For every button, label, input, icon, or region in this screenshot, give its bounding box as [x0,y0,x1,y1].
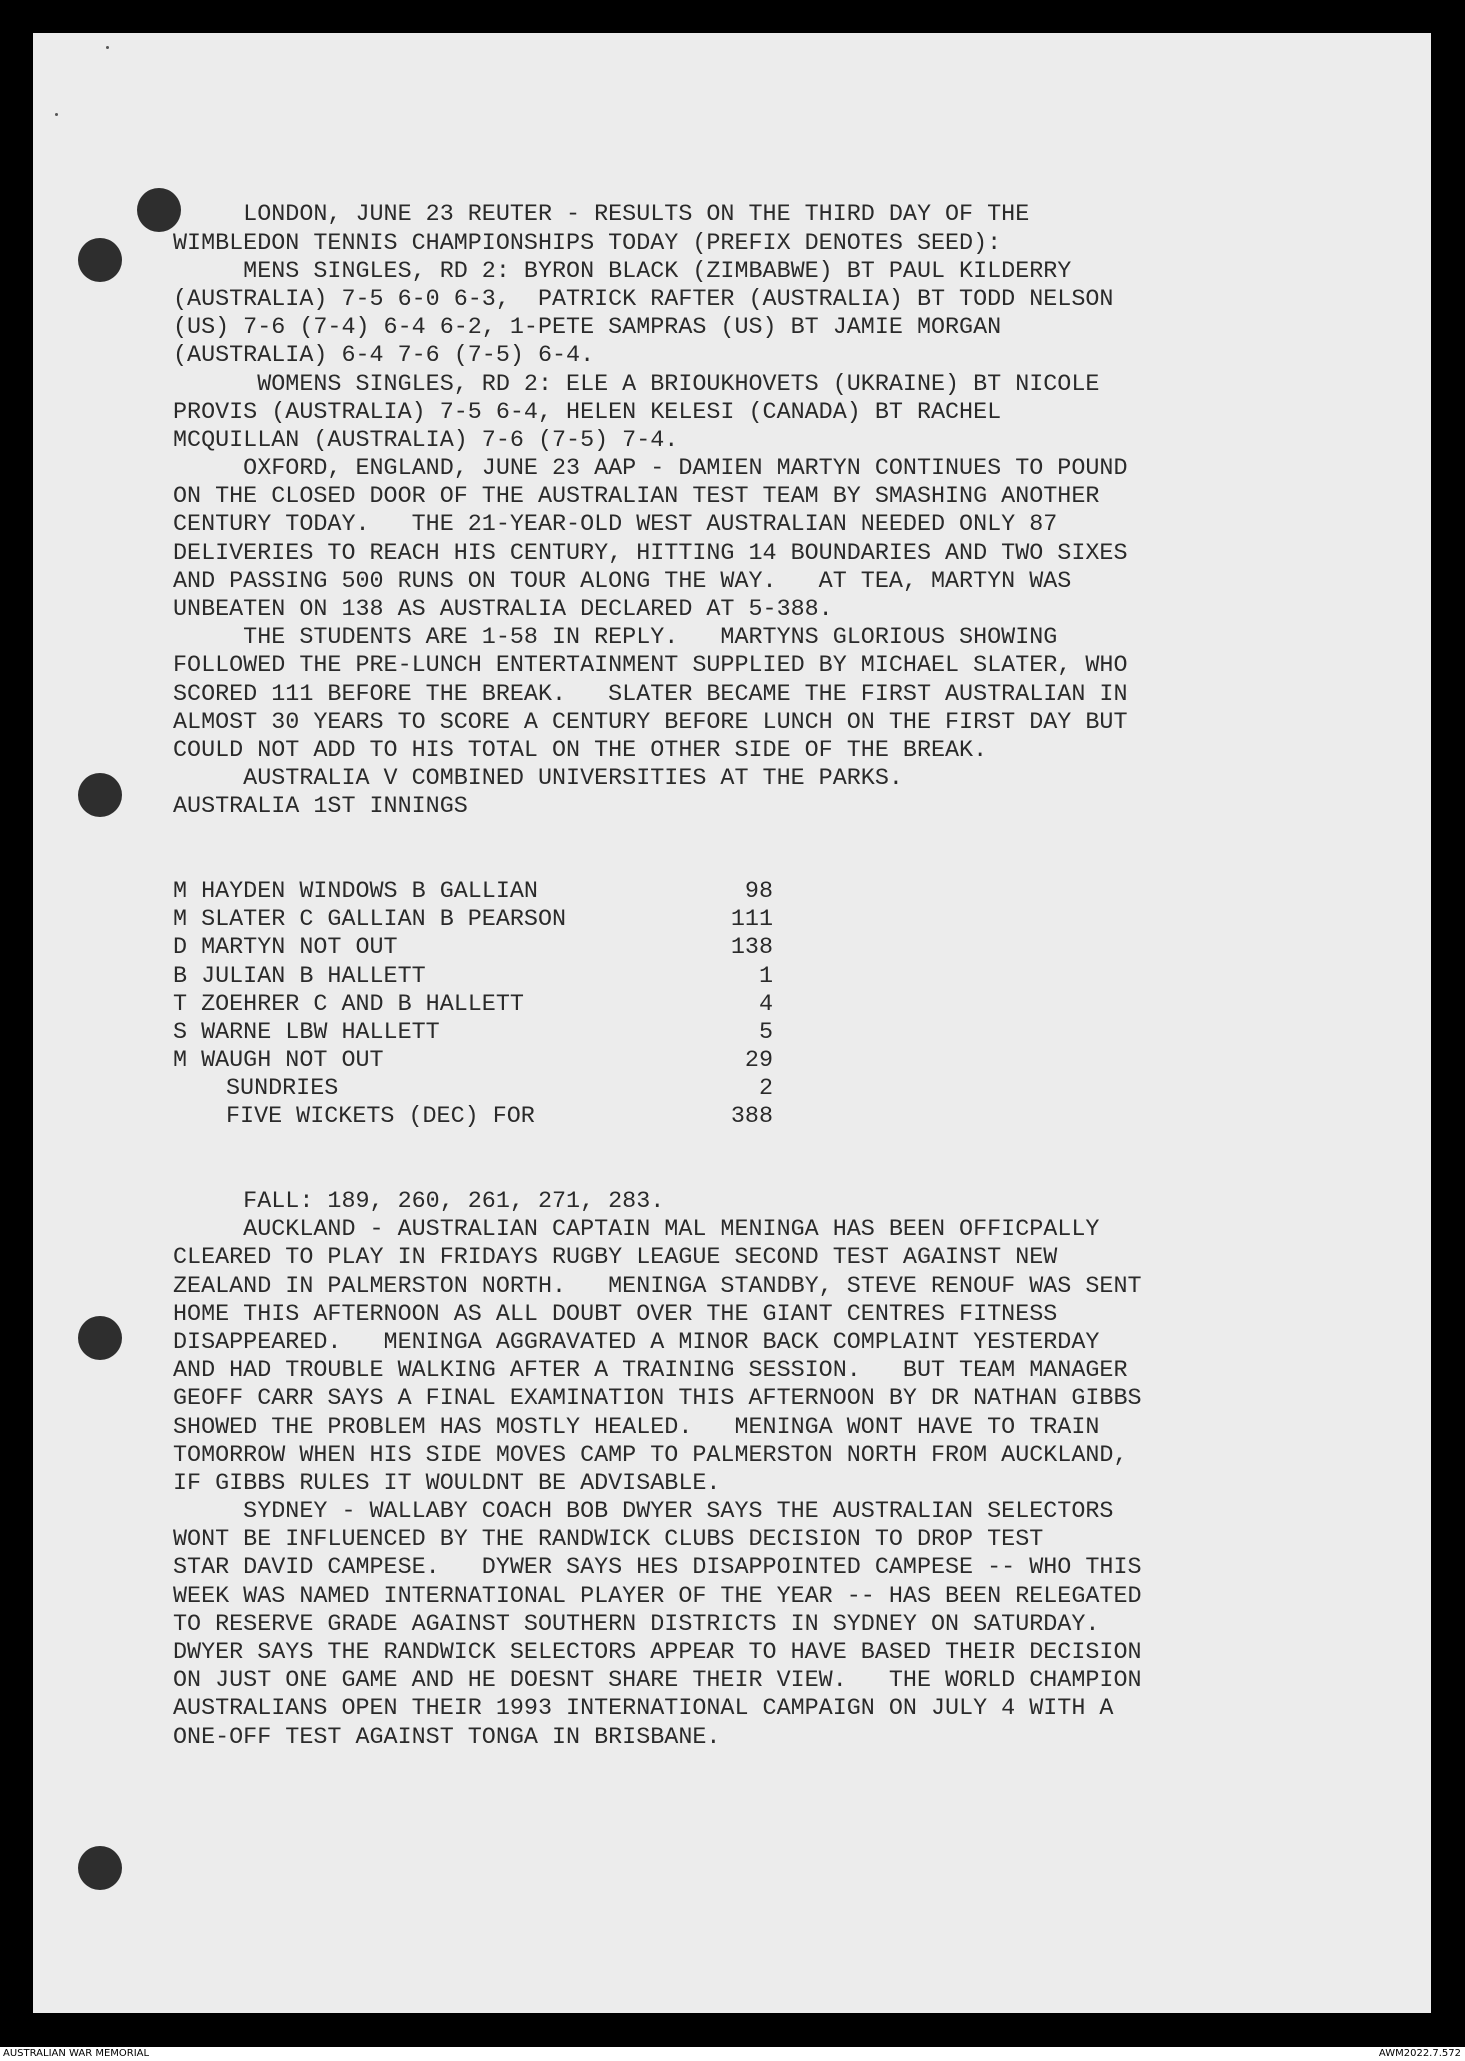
text-line: WIMBLEDON TENNIS CHAMPIONSHIPS TODAY (PREFIX DENOTES SEED): [173,230,1002,257]
document-body [173,145,1353,1780]
scorecard-row [173,991,1353,1019]
batsman-entry: M HAYDEN WINDOWS B GALLIAN [173,878,538,905]
text-line: AUSTRALIANS OPEN THEIR 1993 INTERNATIONAL CAMPAIGN ON JULY 4 WITH A [173,1696,1114,1723]
scorecard-row [173,1103,1353,1131]
batsman-entry: M WAUGH NOT OUT [173,1048,384,1075]
text-line: MENS SINGLES, RD 2: BYRON BLACK (ZIMBABWE) BT PAUL KILDERRY [173,258,1072,285]
scorecard-row [173,934,1353,962]
text-line: ONE-OFF TEST AGAINST TONGA IN BRISBANE. [173,1724,721,1751]
text-line: DISAPPEARED. MENINGA AGGRAVATED A MINOR BACK COMPLAINT YESTERDAY [173,1329,1100,1356]
text-line: AND HAD TROUBLE WALKING AFTER A TRAINING SESSION. BUT TEAM MANAGER [173,1358,1128,1385]
footer-catalogue-number: AWM2022.7.572 [1378,2048,1461,2059]
runs-value: 388 [730,1104,773,1131]
batsman-entry: T ZOEHRER C AND B HALLETT [173,991,524,1018]
text-line: WONT BE INFLUENCED BY THE RANDWICK CLUBS DECISION TO DROP TEST [173,1527,1044,1554]
batsman-entry: SUNDRIES [226,1076,339,1103]
cricket-scorecard [173,878,1353,1132]
text-line: FALL: 189, 260, 261, 271, 283. [173,1189,665,1216]
text-line: FOLLOWED THE PRE-LUNCH ENTERTAINMENT SUPPLIED BY MICHAEL SLATER, WHO [173,653,1128,680]
text-line: AUSTRALIA V COMBINED UNIVERSITIES AT THE PARKS. [173,766,903,793]
runs-value: 5 [758,1019,773,1046]
text-line: MCQUILLAN (AUSTRALIA) 7-6 (7-5) 7-4. [173,427,679,454]
text-line: (AUSTRALIA) 7-5 6-0 6-3, PATRICK RAFTER (AUSTRALIA) BT TODD NELSON [173,286,1114,313]
text-line: AUSTRALIA 1ST INNINGS [173,794,468,821]
runs-value: 1 [758,963,773,990]
text-line: DWYER SAYS THE RANDWICK SELECTORS APPEAR TO HAVE BASED THEIR DECISION [173,1640,1142,1667]
text-line: (AUSTRALIA) 6-4 7-6 (7-5) 6-4. [173,343,595,370]
article-block-1 [173,201,1353,821]
text-line: PROVIS (AUSTRALIA) 7-5 6-4, HELEN KELESI (CANADA) BT RACHEL [173,399,1002,426]
text-line: CENTURY TODAY. THE 21-YEAR-OLD WEST AUSTRALIAN NEEDED ONLY 87 [173,512,1058,539]
text-line: WEEK WAS NAMED INTERNATIONAL PLAYER OF THE YEAR -- HAS BEEN RELEGATED [173,1583,1142,1610]
scorecard-row [173,1019,1353,1047]
text-line: THE STUDENTS ARE 1-58 IN REPLY. MARTYNS GLORIOUS SHOWING [173,625,1058,652]
punch-hole [78,238,122,282]
text-line: TO RESERVE GRADE AGAINST SOUTHERN DISTRICTS IN SYDNEY ON SATURDAY. [173,1611,1100,1638]
footer-institution: AUSTRALIAN WAR MEMORIAL [3,2048,150,2059]
scorecard-row [173,1075,1353,1103]
text-line: AND PASSING 500 RUNS ON TOUR ALONG THE WAY. AT TEA, MARTYN WAS [173,568,1072,595]
runs-value: 29 [744,1048,773,1075]
paper-speck [106,46,109,49]
punch-hole [78,1316,122,1360]
text-line: ZEALAND IN PALMERSTON NORTH. MENINGA STANDBY, STEVE RENOUF WAS SENT [173,1273,1142,1300]
text-line: ON THE CLOSED DOOR OF THE AUSTRALIAN TEST TEAM BY SMASHING ANOTHER [173,484,1100,511]
batsman-entry: D MARTYN NOT OUT [173,935,398,962]
text-line: SHOWED THE PROBLEM HAS MOSTLY HEALED. MENINGA WONT HAVE TO TRAIN [173,1414,1100,1441]
text-line: OXFORD, ENGLAND, JUNE 23 AAP - DAMIEN MARTYN CONTINUES TO POUND [173,456,1128,483]
archive-footer [0,2047,1465,2061]
text-line: TOMORROW WHEN HIS SIDE MOVES CAMP TO PALMERSTON NORTH FROM AUCKLAND, [173,1442,1128,1469]
text-line: HOME THIS AFTERNOON AS ALL DOUBT OVER THE GIANT CENTRES FITNESS [173,1301,1058,1328]
text-line: UNBEATEN ON 138 AS AUSTRALIA DECLARED AT 5-388. [173,597,833,624]
runs-value: 98 [744,878,773,905]
text-line: DELIVERIES TO REACH HIS CENTURY, HITTING 14 BOUNDARIES AND TWO SIXES [173,540,1128,567]
text-line: WOMENS SINGLES, RD 2: ELE A BRIOUKHOVETS (UKRAINE) BT NICOLE [173,371,1100,398]
scorecard-row [173,1047,1353,1075]
text-line: SCORED 111 BEFORE THE BREAK. SLATER BECAME THE FIRST AUSTRALIAN IN [173,681,1128,708]
runs-value: 2 [758,1076,773,1103]
text-line: STAR DAVID CAMPESE. DYWER SAYS HES DISAPPOINTED CAMPESE -- WHO THIS [173,1555,1142,1582]
runs-value: 4 [758,991,773,1018]
punch-hole [78,773,122,817]
batsman-entry: M SLATER C GALLIAN B PEARSON [173,907,567,934]
text-line: GEOFF CARR SAYS A FINAL EXAMINATION THIS AFTERNOON BY DR NATHAN GIBBS [173,1386,1142,1413]
text-line: ON JUST ONE GAME AND HE DOESNT SHARE THEIR VIEW. THE WORLD CHAMPION [173,1668,1142,1695]
batsman-entry: S WARNE LBW HALLETT [173,1019,440,1046]
paper-speck [55,113,58,116]
text-line: CLEARED TO PLAY IN FRIDAYS RUGBY LEAGUE SECOND TEST AGAINST NEW [173,1245,1058,1272]
text-line: COULD NOT ADD TO HIS TOTAL ON THE OTHER SIDE OF THE BREAK. [173,737,988,764]
runs-value: 111 [730,907,773,934]
punch-hole [78,1846,122,1890]
text-line: IF GIBBS RULES IT WOULDNT BE ADVISABLE. [173,1470,721,1497]
article-block-2 [173,1188,1353,1752]
text-line: (US) 7-6 (7-4) 6-4 6-2, 1-PETE SAMPRAS (US) BT JAMIE MORGAN [173,315,1002,342]
runs-value: 138 [730,935,773,962]
text-line: SYDNEY - WALLABY COACH BOB DWYER SAYS THE AUSTRALIAN SELECTORS [173,1499,1114,1526]
text-line: AUCKLAND - AUSTRALIAN CAPTAIN MAL MENINGA HAS BEEN OFFICPALLY [173,1217,1100,1244]
batsman-entry: FIVE WICKETS (DEC) FOR [226,1104,535,1131]
scorecard-row [173,906,1353,934]
batsman-entry: B JULIAN B HALLETT [173,963,426,990]
text-line: LONDON, JUNE 23 REUTER - RESULTS ON THE THIRD DAY OF THE [173,202,1030,229]
text-line: ALMOST 30 YEARS TO SCORE A CENTURY BEFORE LUNCH ON THE FIRST DAY BUT [173,709,1128,736]
scorecard-row [173,963,1353,991]
scorecard-row [173,878,1353,906]
